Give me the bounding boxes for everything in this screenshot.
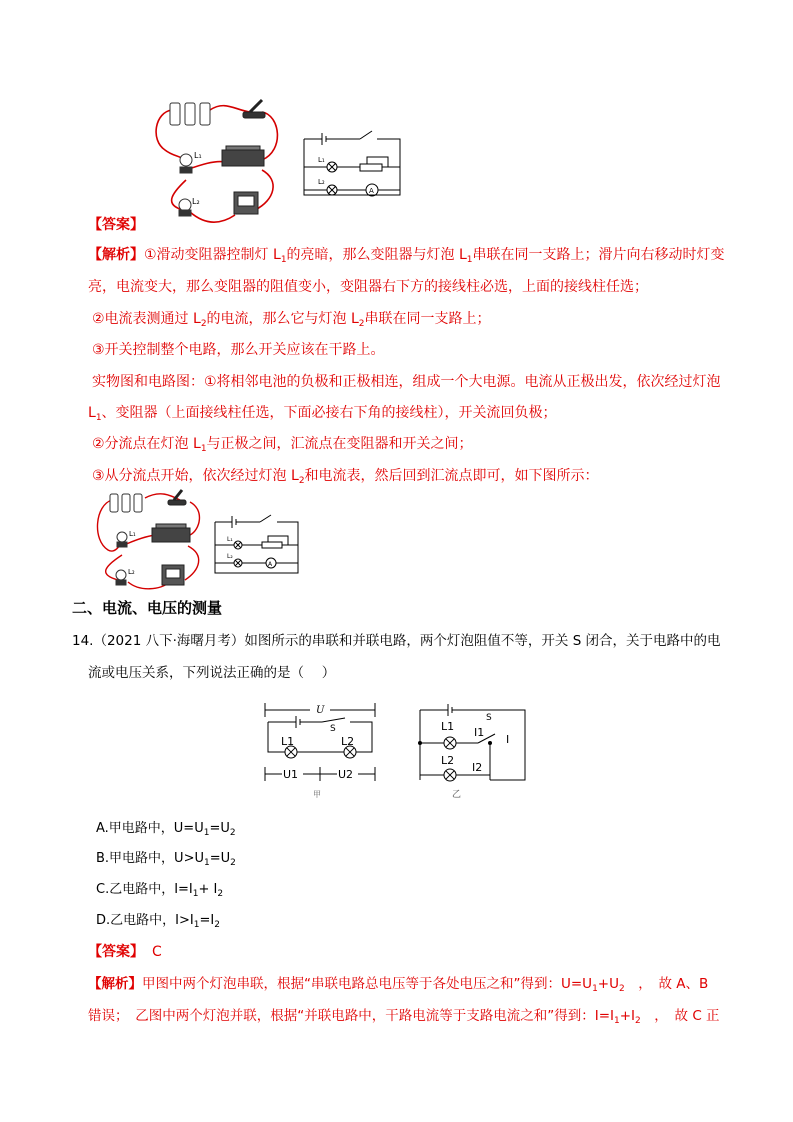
q14-stem-line2: 流或电压关系，下列说法正确的是（ ） xyxy=(88,665,336,681)
analysis13-line1: 【解析】①滑动变阻器控制灯 $L_1$的亮暗，那么变阻器与灯泡 $L_1$串联在同一支路上；滑片向右移动时灯变 xyxy=(88,247,725,265)
section-title: 二、电流、电压的测量 xyxy=(72,599,223,617)
analysis13-line3: ②电流表测通过 $L_2$的电流，那么它与灯泡 $L_2$串联在同一支路上； xyxy=(92,311,491,329)
yi-label-i2: I2 xyxy=(472,761,483,774)
analysis13-line4: ③开关控制整个电路，那么开关应该在干路上。 xyxy=(92,342,385,358)
jiexi-label: 【解析】 xyxy=(88,247,144,263)
q14-stem-line1: 14.（2021 八下·海曙月考）如图所示的串联和并联电路，两个灯泡阻值不等，开关 S 闭合，关于电路中的电 xyxy=(72,633,721,649)
analysis13-line8: ③从分流点开始，依次经过灯泡 $L_2$和电流表，然后回到汇流点即可，如下图所示： xyxy=(92,468,599,486)
jia-label-s: S xyxy=(330,724,336,734)
analysis14-line1: 【解析】甲图中两个灯泡串联，根据“串联电路总电压等于各处电压之和”得到：$U=U_1+U_2$ ， 故 A、B xyxy=(88,976,709,994)
yi-label-i: I xyxy=(506,733,510,746)
yi-label-i1: I1 xyxy=(474,726,485,739)
answer14 xyxy=(88,942,162,962)
q14-option-a[interactable]: A.甲电路中，$U=U_1=U_2$ xyxy=(96,821,236,838)
fig2-schem-a: A xyxy=(268,561,273,568)
answer13-label: 【答案】 xyxy=(88,217,144,233)
q14-option-d[interactable]: D.乙电路中，$I>I_1=I_2$ xyxy=(96,913,220,930)
schematic-label-l1: L₁ xyxy=(318,156,325,164)
jia-label-l2: L2 xyxy=(341,735,355,748)
schematic-label-ammeter: A xyxy=(369,187,374,195)
yi-label-l1: L1 xyxy=(441,720,455,733)
schematic-label-l2: L₂ xyxy=(318,178,325,186)
yi-label-s: S xyxy=(486,713,492,723)
jia-label-u1: U1 xyxy=(283,768,299,781)
fig2-label-l1: L₁ xyxy=(129,530,136,538)
fig2-label-l2: L₂ xyxy=(128,568,135,576)
q14-option-b[interactable]: B.甲电路中，$U>U_1=U_2$ xyxy=(96,851,236,868)
yi-label-l2: L2 xyxy=(441,754,455,767)
analysis13-line7: ②分流点在灯泡 $L_1$与正极之间，汇流点在变阻器和开关之间； xyxy=(92,436,473,454)
jia-label-u2: U2 xyxy=(338,768,354,781)
fig2-schem-l1: L₁ xyxy=(227,536,233,543)
fig2-schem-l2: L₂ xyxy=(227,553,233,560)
yi-caption: 乙 xyxy=(452,790,462,800)
answer14-label: 【答案】 xyxy=(88,944,144,960)
jia-label-u: U xyxy=(316,705,325,716)
answer14-value: C xyxy=(152,944,162,960)
label-l2: L₂ xyxy=(192,197,200,206)
jia-label-l1: L1 xyxy=(281,735,295,748)
q14-option-c[interactable]: C.乙电路中，$I=I_1+ I_2$ xyxy=(96,882,224,899)
analysis13-line2: 亮，电流变大，那么变阻器的阻值变小，变阻器右下方的接线柱必选，上面的接线柱任选； xyxy=(88,279,648,295)
analysis13-line6: $L_1$、变阻器（上面接线柱任选，下面必接右下角的接线柱），开关流回负极； xyxy=(88,405,557,423)
label-l1: L₁ xyxy=(194,151,202,160)
analysis14-line2: 错误； 乙图中两个灯泡并联，根据“并联电路中，干路电流等于支路电流之和”得到：$I=I_1+I_2$ ， 故 C 正 xyxy=(88,1008,720,1026)
jia-caption: 甲 xyxy=(313,790,321,799)
analysis13-line5: 实物图和电路图：①将相邻电池的负极和正极相连，组成一个大电源。电流从正极出发，依次经过灯泡 xyxy=(92,374,721,390)
